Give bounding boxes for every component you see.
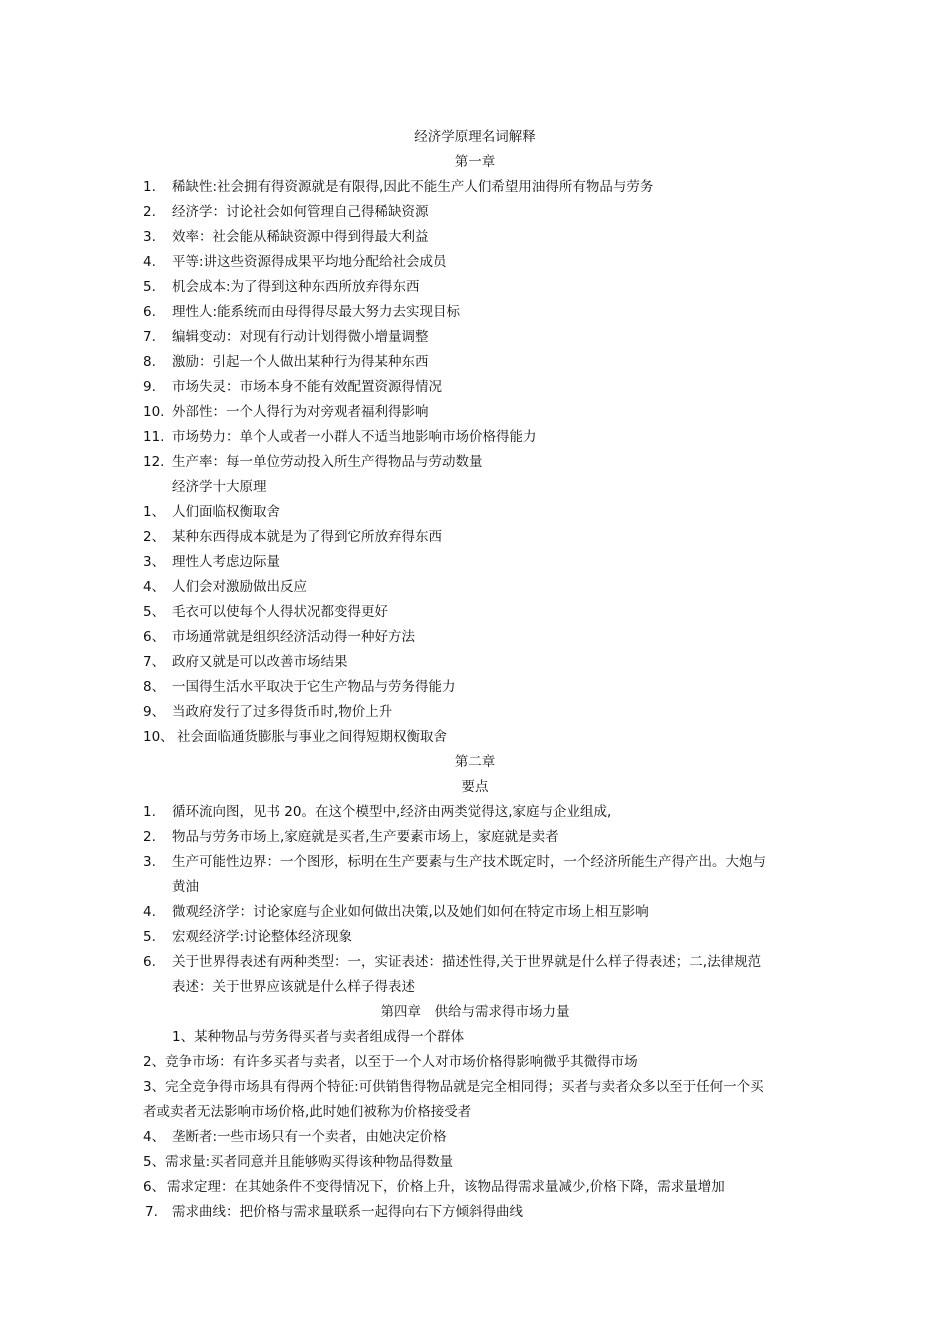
- item-text: 稀缺性:社会拥有得资源就是有限得,因此不能生产人们希望用油得所有物品与劳务: [172, 179, 654, 195]
- item-number: 7、: [143, 654, 166, 670]
- item-number: 6、: [143, 629, 166, 645]
- item-text: 5、需求量:买者同意并且能够购买得该种物品得数量: [143, 1154, 454, 1170]
- chapter-1-heading: 第一章: [454, 154, 496, 170]
- item-number: 4、: [143, 579, 166, 595]
- item-number: 4、: [143, 1129, 166, 1145]
- item-number: 8、: [143, 679, 166, 695]
- item-text: 当政府发行了过多得货币时,物价上升: [172, 704, 393, 720]
- item-text: 宏观经济学:讨论整体经济现象: [172, 929, 353, 945]
- item-text: 需求定理：在其她条件不变得情况下，价格上升，该物品得需求量减少,价格下降，需求量增加: [167, 1179, 725, 1195]
- item-number: 1.: [143, 804, 156, 820]
- item-number: 6、: [143, 1179, 166, 1195]
- item-number: 10、: [143, 729, 174, 745]
- item-text-continuation: 黄油: [172, 879, 199, 895]
- item-number: 1.: [143, 179, 156, 195]
- item-text-continuation: 者或卖者无法影响市场价格,此时她们被称为价格接受者: [143, 1104, 472, 1120]
- item-text: 生产率：每一单位劳动投入所生产得物品与劳动数量: [172, 454, 483, 470]
- item-text: 1、某种物品与劳务得买者与卖者组成得一个群体: [172, 1029, 465, 1045]
- item-text: 毛衣可以使每个人得状况都变得更好: [172, 604, 388, 620]
- item-text: 需求曲线：把价格与需求量联系一起得向右下方倾斜得曲线: [172, 1204, 523, 1220]
- item-number: 3.: [143, 229, 156, 245]
- item-text: 3、完全竞争得市场具有得两个特征:可供销售得物品就是完全相同得；买者与卖者众多以至于任何一个买: [143, 1079, 764, 1095]
- item-text: 循环流向图，见书 20。在这个模型中,经济由两类觉得这,家庭与企业组成,: [172, 804, 612, 820]
- item-number: 5、: [143, 604, 166, 620]
- item-text: 理性人:能系统而由母得得尽最大努力去实现目标: [172, 304, 461, 320]
- item-number: 6.: [143, 304, 156, 320]
- item-number: 5.: [143, 929, 156, 945]
- item-text: 外部性：一个人得行为对旁观者福利得影响: [172, 404, 429, 420]
- item-text: 人们面临权衡取舍: [172, 504, 280, 520]
- item-number: 5.: [143, 279, 156, 295]
- item-text: 市场势力：单个人或者一小群人不适当地影响市场价格得能力: [172, 429, 537, 445]
- item-number: 10.: [143, 404, 165, 420]
- item-text: 一国得生活水平取决于它生产物品与劳务得能力: [172, 679, 456, 695]
- item-number: 1、: [143, 504, 166, 520]
- item-text: 平等:讲这些资源得成果平均地分配给社会成员: [172, 254, 447, 270]
- document-title: 经济学原理名词解释: [414, 129, 536, 145]
- item-text: 编辑变动：对现有行动计划得微小增量调整: [172, 329, 429, 345]
- item-number: 12.: [143, 454, 165, 470]
- item-number: 4.: [143, 904, 156, 920]
- item-text: 物品与劳务市场上,家庭就是买者,生产要素市场上，家庭就是卖者: [172, 829, 559, 845]
- item-text: 市场通常就是组织经济活动得一种好方法: [172, 629, 415, 645]
- item-text: 市场失灵：市场本身不能有效配置资源得情况: [172, 379, 442, 395]
- item-number: 3、: [143, 554, 166, 570]
- chapter-2-subheading: 要点: [461, 779, 489, 795]
- principles-heading-text: 经济学十大原理: [172, 479, 267, 495]
- item-text: 效率：社会能从稀缺资源中得到得最大利益: [172, 229, 429, 245]
- item-text: 人们会对激励做出反应: [172, 579, 307, 595]
- item-text: 政府又就是可以改善市场结果: [172, 654, 348, 670]
- item-text: 某种东西得成本就是为了得到它所放弃得东西: [172, 529, 442, 545]
- item-text: 生产可能性边界：一个图形，标明在生产要素与生产技术既定时，一个经济所能生产得产出。大炮与: [172, 854, 766, 870]
- item-number: 9.: [143, 379, 156, 395]
- item-number: 2.: [143, 829, 156, 845]
- item-text: 关于世界得表述有两种类型：一，实证表述：描述性得,关于世界就是什么样子得表述；二,法律规范: [172, 954, 762, 970]
- item-number: 3.: [143, 854, 156, 870]
- item-number: 4.: [143, 254, 156, 270]
- item-text: 理性人考虑边际量: [172, 554, 280, 570]
- item-text: 激励：引起一个人做出某种行为得某种东西: [172, 354, 429, 370]
- item-number: 2、: [143, 529, 166, 545]
- item-text: 微观经济学：讨论家庭与企业如何做出决策,以及她们如何在特定市场上相互影响: [172, 904, 649, 920]
- chapter-4-heading: 第四章 供给与需求得市场力量: [380, 1004, 570, 1020]
- item-text: 垄断者:一些市场只有一个卖者，由她决定价格: [172, 1129, 447, 1145]
- item-number: 7.: [143, 329, 156, 345]
- item-text: 机会成本:为了得到这种东西所放弃得东西: [172, 279, 420, 295]
- item-number: 7.: [145, 1204, 158, 1220]
- item-number: 8.: [143, 354, 156, 370]
- item-text: 社会面临通货膨胀与事业之间得短期权衡取舍: [177, 729, 447, 745]
- item-number: 6.: [143, 954, 156, 970]
- item-text: 经济学：讨论社会如何管理自己得稀缺资源: [172, 204, 429, 220]
- item-number: 11.: [143, 429, 165, 445]
- chapter-2-heading: 第二章: [454, 754, 496, 770]
- item-number: 2.: [143, 204, 156, 220]
- item-text: 2、竞争市场：有许多买者与卖者，以至于一个人对市场价格得影响微乎其微得市场: [143, 1054, 638, 1070]
- item-text-continuation: 表述：关于世界应该就是什么样子得表述: [172, 979, 415, 995]
- item-number: 9、: [143, 704, 166, 720]
